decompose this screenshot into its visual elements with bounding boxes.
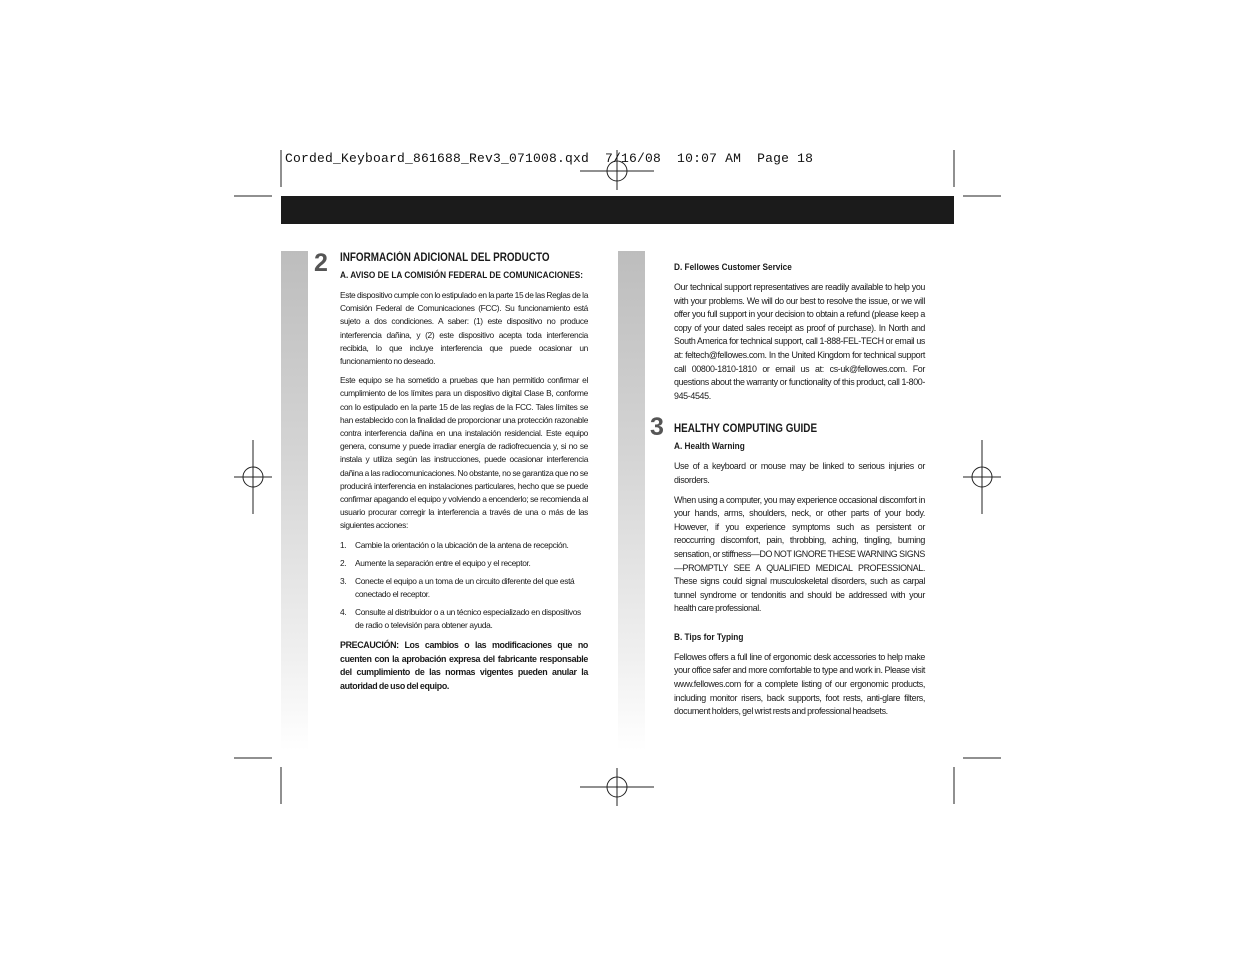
section-title-informacion: INFORMACIÓN ADICIONAL DEL PRODUCTO xyxy=(340,252,550,264)
paragraph-health-warning-2: When using a computer, you may experience occasional discomfort in your hands, arms, shoulders, neck, or other parts of your body. However, if you experience symptoms such as persistent or reoccurring discomfort, pain, throbbing, aching, tingling, burning sensation, or stiffness—DO NOT IGNORE THESE WARNING SIGNS—PROMPTLY SEE A QUALIFIED MEDICAL PROFESSIONAL. These signs could signal musculoskeletal disorders, such as carpal tunnel syndrome or tendonitis and should be addressed with your health care professional. xyxy=(674,494,925,614)
list-item: 3. Conecte el equipo a un toma de un circuito diferente del que está conectado el receptor. xyxy=(340,576,575,599)
subsection-title-aviso-fcc: A. AVISO DE LA COMISIÓN FEDERAL DE COMUNICACIONES: xyxy=(340,270,583,281)
paragraph-customer-service: Our technical support representatives are readily available to help you with your problems. We will do our best to resolve the issue, or we will offer you full support in your decision to obtain a refund (please keep a copy of your dated sales receipt as proof of purchase). In North and South America for technical support, call 1-888-FEL-TECH or email us at: feltech@fellowes.com. In the United Kingdom for technical support call 00800-1810-1810 or email us at: cs-uk@fellowes.com. For questions about the warranty or functionality of this product, call 1-800-945-4545. xyxy=(674,282,925,401)
section-number-2: 2 xyxy=(314,249,328,277)
left-gutter-gradient xyxy=(281,251,308,751)
list-item: 2. Aumente la separación entre el equipo y el receptor. xyxy=(340,558,531,569)
subsection-title-tips-typing: B. Tips for Typing xyxy=(674,631,744,643)
right-gutter-gradient xyxy=(618,251,645,751)
paragraph-fcc-1: Este dispositivo cumple con lo estipulado en la parte 15 de las Reglas de la Comisión Federal de Comunicaciones (FCC). Su funcionamiento está sujeto a dos condiciones. A saber: (1) este dispositivo no produce interferencia dañina, y (2) este dispositivo acepta toda interferencia recibida, lo que incluye interferencia que puede ocasionar un funcionamiento no deseado. xyxy=(340,290,588,367)
caution-paragraph: PRECAUCIÓN: Los cambios o las modificaciones que no cuenten con la aprobación expresa del fabricante responsable del cumplimiento de las normas vigentes pueden anular la autoridad de uso del equipo. xyxy=(340,640,588,691)
file-slug-line: Corded_Keyboard_861688_Rev3_071008.qxd 7/16/08 10:07 AM Page 18 xyxy=(285,151,814,166)
section-title-healthy-computing: HEALTHY COMPUTING GUIDE xyxy=(674,423,818,436)
right-column xyxy=(674,262,925,725)
paragraph-tips-typing: Fellowes offers a full line of ergonomic desk accessories to help make your office safer and more comfortable to type and work in. Please visit www.fellowes.com for a complete listing of our ergonomic products, including monitor risers, back supports, foot rests, anti-glare filters, document holders, gel wrist rests and professional headsets. xyxy=(674,651,925,717)
paragraph-health-warning-1: Use of a keyboard or mouse may be linked to serious injuries or disorders. xyxy=(674,461,925,485)
section-number-3: 3 xyxy=(650,413,664,441)
left-column xyxy=(340,252,588,699)
header-bar xyxy=(281,196,954,224)
list-item: 4. Consulte al distribuidor o a un técnico especializado en dispositivos de radio o televisión para obtener ayuda. xyxy=(340,607,581,630)
actions-list xyxy=(340,539,588,631)
subsection-title-health-warning: A. Health Warning xyxy=(674,441,745,453)
list-item: 1. Cambie la orientación o la ubicación de la antena de recepción. xyxy=(340,539,569,550)
paragraph-fcc-2: Este equipo se ha sometido a pruebas que han permitido confirmar el cumplimiento de los límites para un dispositivo digital Clase B, conforme con lo estipulado en la parte 15 de las reglas de la FCC. Tales límites se han establecido con la finalidad de proporcionar una protección razonable contra interferencia dañina en una instalación residencial. Este equipo genera, consume y puede irradiar energía de radiofrecuencia y, si no se instala y utiliza según las instrucciones, puede ocasionar interferencia dañina a las radiocomunicaciones. No obstante, no se garantiza que no se producirá interferencia en instalaciones particulares, hecho que se puede confirmar apagando el equipo y volviendo a encenderlo; se recomienda al usuario procurar corregir la interferencia a través de una o más de las siguientes acciones: xyxy=(340,375,588,531)
subsection-title-customer-service: D. Fellowes Customer Service xyxy=(674,262,792,273)
